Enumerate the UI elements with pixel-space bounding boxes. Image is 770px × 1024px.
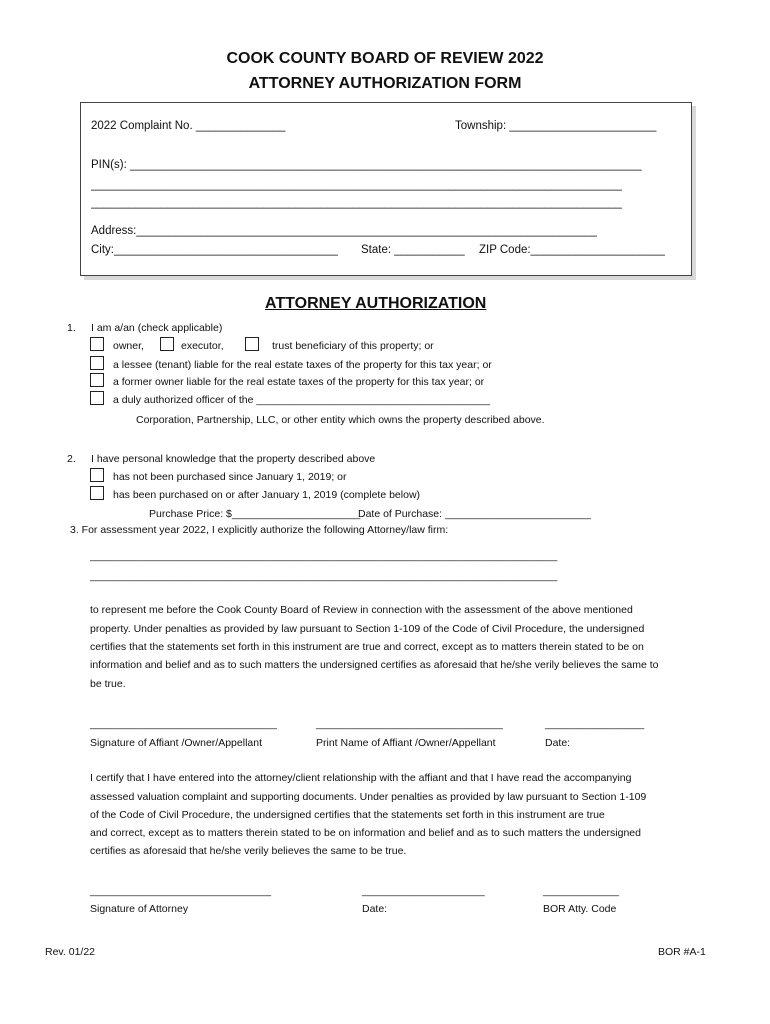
property-info-box (80, 102, 692, 276)
pins-field-line2[interactable]: ___________________________________________________________________________________ (91, 179, 622, 191)
purchased-checkbox[interactable] (90, 486, 104, 500)
certify-paragraph-line5: certifies as aforesaid that he/she verily believes the same to be true. (90, 845, 407, 857)
represent-paragraph-line3: certifies that the statements set forth in this instrument are true and correct, except as to matters therein stated to be on (90, 641, 644, 653)
pins-field[interactable]: PIN(s): ________________________________________________________________________________ (91, 159, 642, 171)
attorney-date-label: Date: (362, 903, 388, 915)
form-title-line2: ATTORNEY AUTHORIZATION FORM (248, 75, 522, 92)
trust-beneficiary-checkbox[interactable] (245, 337, 259, 351)
represent-paragraph-line2: property. Under penalties as provided by law pursuant to Section 1-109 of the Code of Civil Procedure, the undersigned (90, 623, 645, 635)
attorney-firm-line2[interactable]: ________________________________________________________________________________ (90, 570, 558, 582)
certify-paragraph-line4: and correct, except as to matters therein stated to be on information and belief and as to such matters the undersigned (90, 827, 641, 839)
purchased-label: has been purchased on or after January 1, 2019 (complete below) (113, 489, 421, 501)
affiant-signature-line[interactable]: ________________________________ (90, 718, 277, 730)
purchase-price-field[interactable]: Purchase Price: $______________________ (149, 508, 361, 520)
former-owner-label: a former owner liable for the real estate taxes of the property for this tax year; or (113, 376, 485, 388)
address-field[interactable]: Address:________________________________________________________________________ (91, 225, 597, 237)
attorney-date-line[interactable]: _____________________ (362, 885, 485, 897)
township-field[interactable]: Township: _______________________ (455, 120, 657, 132)
certify-paragraph-line3: of the Code of Civil Procedure, the undersigned certifies that the statements set forth in this instrument are true (90, 809, 605, 821)
not-purchased-checkbox[interactable] (90, 468, 104, 482)
affiant-print-name-label: Print Name of Affiant /Owner/Appellant (316, 737, 496, 749)
attorney-firm-line1[interactable]: ________________________________________________________________________________ (90, 550, 558, 562)
attorney-code-label: BOR Atty. Code (543, 903, 617, 915)
form-id-label: BOR #A-1 (658, 946, 706, 958)
authorized-officer-continuation: Corporation, Partnership, LLC, or other entity which owns the property described above. (136, 414, 545, 426)
affiant-date-line[interactable]: _________________ (545, 718, 645, 730)
pins-field-line3[interactable]: ___________________________________________________________________________________ (91, 197, 622, 209)
affiant-signature-label: Signature of Affiant /Owner/Appellant (90, 737, 262, 749)
city-field[interactable]: City:___________________________________ (91, 244, 338, 256)
item3-intro: 3. For assessment year 2022, I explicitly authorize the following Attorney/law firm: (70, 524, 449, 536)
executor-label: executor, (181, 340, 224, 352)
item2-number: 2. (67, 453, 76, 465)
authorized-officer-label[interactable]: a duly authorized officer of the ________________________________________ (113, 394, 490, 406)
authorized-officer-checkbox[interactable] (90, 391, 104, 405)
owner-label: owner, (113, 340, 144, 352)
complaint-number-field[interactable]: 2022 Complaint No. ______________ (91, 120, 286, 132)
item1-intro: I am a/an (check applicable) (91, 322, 223, 334)
purchase-date-field[interactable]: Date of Purchase: _________________________ (358, 508, 591, 520)
section-heading: ATTORNEY AUTHORIZATION (265, 295, 487, 312)
lessee-label: a lessee (tenant) liable for the real estate taxes of the property for this tax year; or (113, 359, 492, 371)
owner-checkbox[interactable] (90, 337, 104, 351)
form-title-line1: COOK COUNTY BOARD OF REVIEW 2022 (226, 50, 544, 67)
affiant-date-label: Date: (545, 737, 571, 749)
zip-code-field[interactable]: ZIP Code:_____________________ (479, 244, 665, 256)
not-purchased-label: has not been purchased since January 1, 2019; or (113, 471, 347, 483)
attorney-signature-label: Signature of Attorney (90, 903, 189, 915)
executor-checkbox[interactable] (160, 337, 174, 351)
state-field[interactable]: State: ___________ (361, 244, 465, 256)
represent-paragraph-line1: to represent me before the Cook County Board of Review in connection with the assessment of the above mentioned (90, 604, 633, 616)
represent-paragraph-line4: information and belief and as to such matters the undersigned certifies as aforesaid that he/she verily believes the same to (90, 659, 659, 671)
affiant-print-name-line[interactable]: ________________________________ (316, 718, 503, 730)
certify-paragraph-line1: I certify that I have entered into the attorney/client relationship with the affiant and that I have read the accompanying (90, 772, 632, 784)
item2-intro: I have personal knowledge that the property described above (91, 453, 376, 465)
certify-paragraph-line2: assessed valuation complaint and supporting documents. Under penalties as provided by law pursuant to Section 1-109 (90, 791, 647, 803)
attorney-signature-line[interactable]: _______________________________ (90, 885, 272, 897)
item1-number: 1. (67, 322, 76, 334)
represent-paragraph-line5: be true. (90, 678, 126, 690)
former-owner-checkbox[interactable] (90, 373, 104, 387)
attorney-code-line[interactable]: _____________ (543, 885, 619, 897)
lessee-checkbox[interactable] (90, 356, 104, 370)
trust-beneficiary-label: trust beneficiary of this property; or (272, 340, 434, 352)
revision-label: Rev. 01/22 (45, 946, 96, 958)
